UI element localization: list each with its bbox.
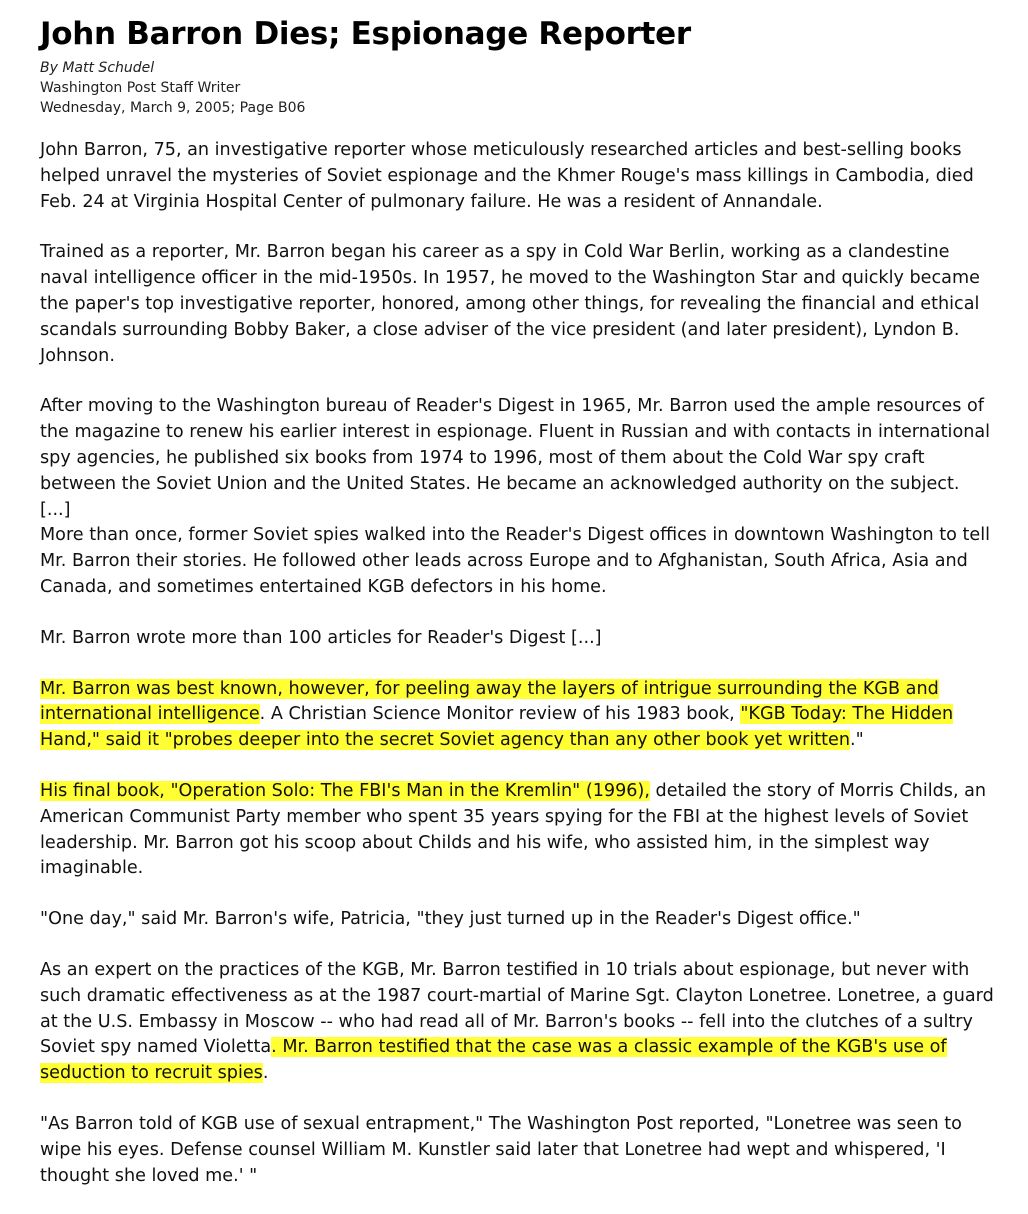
paragraph-6-end: ." <box>850 730 864 751</box>
paragraph-7-rest: detailed the story of Morris Childs, an American Communist Party member who spent 35 years spying for the FBI at the highest levels of Soviet leadership. Mr. Barron got his scoop about Childs and his wife, who assisted him, in the simplest way imaginable. <box>40 780 987 879</box>
paragraph-6-mid: . A Christian Science Monitor review of his 1983 book, <box>259 704 741 725</box>
headline: John Barron Dies; Espionage Reporter <box>40 16 691 52</box>
paragraph-6 <box>40 677 1000 754</box>
ellipsis: [...] <box>40 499 71 520</box>
byline: By Matt Schudel <box>40 60 155 76</box>
paragraph-3: After moving to the Washington bureau of Reader's Digest in 1965, Mr. Barron used the ample resources of the magazine to renew his earlier interest in espionage. Fluent in Russian and with contacts in international spy agencies, he published six books from 1974 to 1996, most of them about the Cold War spy craft between the Soviet Union and the United States. He became an acknowledged authority on the subject. <box>40 396 991 494</box>
dateline: Wednesday, March 9, 2005; Page B06 <box>40 100 306 116</box>
paragraph-5: Mr. Barron wrote more than 100 articles for Reader's Digest [...] <box>40 627 602 648</box>
highlight-known-for: Mr. Barron was best known, however, for peeling away the layers of intrigue surrounding the KGB and international intelligence <box>40 678 939 725</box>
paragraph-10: "As Barron told of KGB use of sexual entrapment," The Washington Post reported, "Lonetree was seen to wipe his eyes. Defense counsel William M. Kunstler said later that Lonetree had wept and whispered, 'I thought she loved me.' " <box>40 1113 962 1186</box>
paragraph-9 <box>40 958 1000 1087</box>
paragraph-1: John Barron, 75, an investigative reporter whose meticulously researched articles and best-selling books helped unravel the mysteries of Soviet espionage and the Khmer Rouge's mass killings in Cambodia, died Feb. 24 at Virginia Hospital Center of pulmonary failure. He was a resident of Annandale. <box>40 140 974 212</box>
paragraph-9-end: . <box>262 1063 269 1084</box>
paragraph-4: More than once, former Soviet spies walked into the Reader's Digest offices in downtown Washington to tell Mr. Barron their stories. He followed other leads across Europe and to Afghanistan, South Africa, Asia and Canada, and sometimes entertained KGB defectors in his home. <box>40 525 990 597</box>
staff-title: Washington Post Staff Writer <box>40 80 241 96</box>
article-body <box>40 138 1000 1189</box>
highlight-seduction: . Mr. Barron testified that the case was a classic example of the KGB's use of seduction to recruit spies <box>40 1037 947 1084</box>
paragraph-8: "One day," said Mr. Barron's wife, Patricia, "they just turned up in the Reader's Digest office." <box>40 909 861 930</box>
highlight-kgb-today: "KGB Today: The Hidden Hand," said it "probes deeper into the secret Soviet agency than any other book yet written <box>40 704 954 751</box>
paragraph-7 <box>40 779 1000 882</box>
highlight-final-book: His final book, "Operation Solo: The FBI's Man in the Kremlin" (1996), <box>40 780 650 801</box>
paragraph-2: Trained as a reporter, Mr. Barron began his career as a spy in Cold War Berlin, working as a clandestine naval intelligence officer in the mid-1950s. In 1957, he moved to the Washington Star and quickly became the paper's top investigative reporter, honored, among other things, for revealing the financial and ethical scandals surrounding Bobby Baker, a close adviser of the vice president (and later president), Lyndon B. Johnson. <box>40 242 980 366</box>
paragraph-9-start: As an expert on the practices of the KGB, Mr. Barron testified in 10 trials about espionage, but never with such dramatic effectiveness as at the 1987 court-martial of Marine Sgt. Clayton Lonetree. Lonetree, a guard at the U.S. Embassy in Moscow -- who had read all of Mr. Barron's books -- fell into the clutches of a sultry Soviet spy named Violetta <box>40 959 994 1058</box>
article <box>40 14 1000 1214</box>
